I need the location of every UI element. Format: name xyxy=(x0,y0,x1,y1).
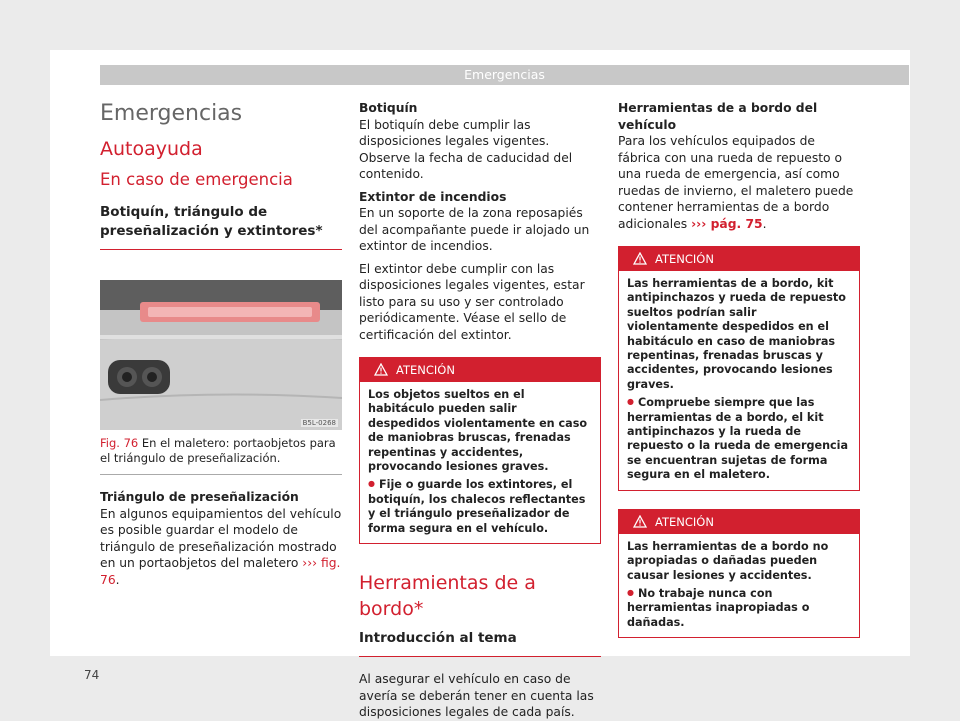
manual-page xyxy=(50,50,910,720)
first-aid-heading: Botiquín xyxy=(359,101,418,115)
tools-intro-paragraph: Al asegurar el vehículo en caso de avería se deberán tener en cuenta las disposiciones legales de cada país. xyxy=(359,672,594,720)
triangle-heading: Triángulo de preseñalización xyxy=(100,490,299,504)
section-title: Autoayuda xyxy=(100,138,203,160)
triangle-text: En algunos equipamientos del vehículo es posible guardar el modelo de triángulo de preseñalización mostrado en un portaobjetos del maletero xyxy=(100,506,342,570)
warning-bullet: ● Fije o guarde los extintores, el botiquín, los chalecos reflectantes y el triángulo preseñalizador de forma segura en el vehículo. xyxy=(368,477,592,536)
column-left xyxy=(100,100,342,588)
warning-box-1 xyxy=(618,246,860,491)
warning-label-1: ATENCIÓN xyxy=(655,252,714,266)
tools-intro-title: Introducción al tema xyxy=(359,630,517,647)
storage-clips xyxy=(108,360,170,394)
fig-link-label: fig. 76 xyxy=(100,556,341,587)
warning-box xyxy=(359,357,601,544)
warning-text: Los objetos sueltos en el habitáculo pueden salir despedidos violentamente en caso de maniobras bruscas, frenadas repentinas y accidentes, provocando lesiones graves. xyxy=(368,388,588,474)
figure-ref: Fig. 76 xyxy=(100,436,139,450)
warning-header-2 xyxy=(619,510,859,534)
tools-rule xyxy=(359,656,601,657)
subsection-title: En caso de emergencia xyxy=(100,170,293,189)
warning-header xyxy=(360,358,600,382)
trunk-figure xyxy=(100,280,342,430)
vehicle-tools-text: Para los vehículos equipados de fábrica con una rueda de repuesto o una rueda de emergencia, así como ruedas de invierno, el maletero puede contener herramientas de a bordo adicionales xyxy=(618,134,854,231)
tools-title: Herramientas de a bordo* xyxy=(359,572,536,621)
vehicle-tools-paragraph xyxy=(618,133,860,232)
vehicle-tools-text-end: . xyxy=(762,216,767,231)
page-link-label: pág. 75 xyxy=(710,216,763,231)
page-number: 74 xyxy=(84,668,100,682)
topic-rule xyxy=(100,249,342,250)
running-header: Emergencias xyxy=(100,65,909,85)
warning-header-1 xyxy=(619,247,859,271)
trunk-illustration xyxy=(100,280,342,430)
topic-title: Botiquín, triángulo de preseñalización y extintores* xyxy=(100,204,323,239)
warning-body-2 xyxy=(619,534,859,637)
first-aid-paragraph: El botiquín debe cumplir las disposiciones legales vigentes. Observe la fecha de caducidad del contenido. xyxy=(359,117,573,181)
chapter-title: Emergencias xyxy=(100,101,243,126)
triangle-paragraph xyxy=(100,506,342,589)
warning-body xyxy=(360,382,600,543)
figure-caption-text: En el maletero: portaobjetos para el triángulo de preseñalización. xyxy=(100,436,336,465)
figure-code: B5L-0268 xyxy=(302,419,336,427)
column-middle xyxy=(359,100,601,721)
warning-body-1 xyxy=(619,271,859,490)
page-link[interactable]: ››› pág. 75 xyxy=(691,216,763,231)
warning-text-2: Las herramientas de a bordo no apropiadas o dañadas pueden causar lesiones y accidentes. xyxy=(627,539,829,582)
vehicle-tools-heading: Herramientas de a bordo del vehículo xyxy=(618,101,818,132)
warning-bullet-2: ● No trabaje nunca con herramientas inapropiadas o dañadas. xyxy=(627,586,851,630)
warning-icon xyxy=(633,252,647,265)
extinguisher-paragraph-2: El extintor debe cumplir con las disposiciones legales vigentes, estar listo para su uso y ser controlado periódicamente. Véase el sello de certificación del extintor. xyxy=(359,261,585,342)
warning-box-2 xyxy=(618,509,860,638)
triangle-text-end: . xyxy=(115,572,120,587)
warning-icon xyxy=(374,363,388,376)
extinguisher-paragraph-1: En un soporte de la zona reposapiés del acompañante puede ir alojado un extintor de incendios. xyxy=(359,206,590,253)
warning-label-2: ATENCIÓN xyxy=(655,514,714,529)
warning-label: ATENCIÓN xyxy=(396,363,455,377)
warning-bullet-1: ● Compruebe siempre que las herramientas de a bordo, el kit antipinchazos y la rueda de repuesto o la rueda de emergencia se encuentran sujetas de forma segura en el maletero. xyxy=(627,395,851,482)
warning-text-1: Las herramientas de a bordo, kit antipinchazos y rueda de repuesto sueltos podrían salir violentamente despedidos en el habitáculo en caso de maniobras repentinas, frenadas bruscas y accidentes, provocando lesiones graves. xyxy=(627,277,846,391)
figure-caption xyxy=(100,436,342,475)
fig-link[interactable]: ››› fig. 76 xyxy=(100,556,341,587)
column-right xyxy=(618,100,860,638)
warning-icon xyxy=(633,515,647,528)
extinguisher-heading: Extintor de incendios xyxy=(359,189,507,204)
